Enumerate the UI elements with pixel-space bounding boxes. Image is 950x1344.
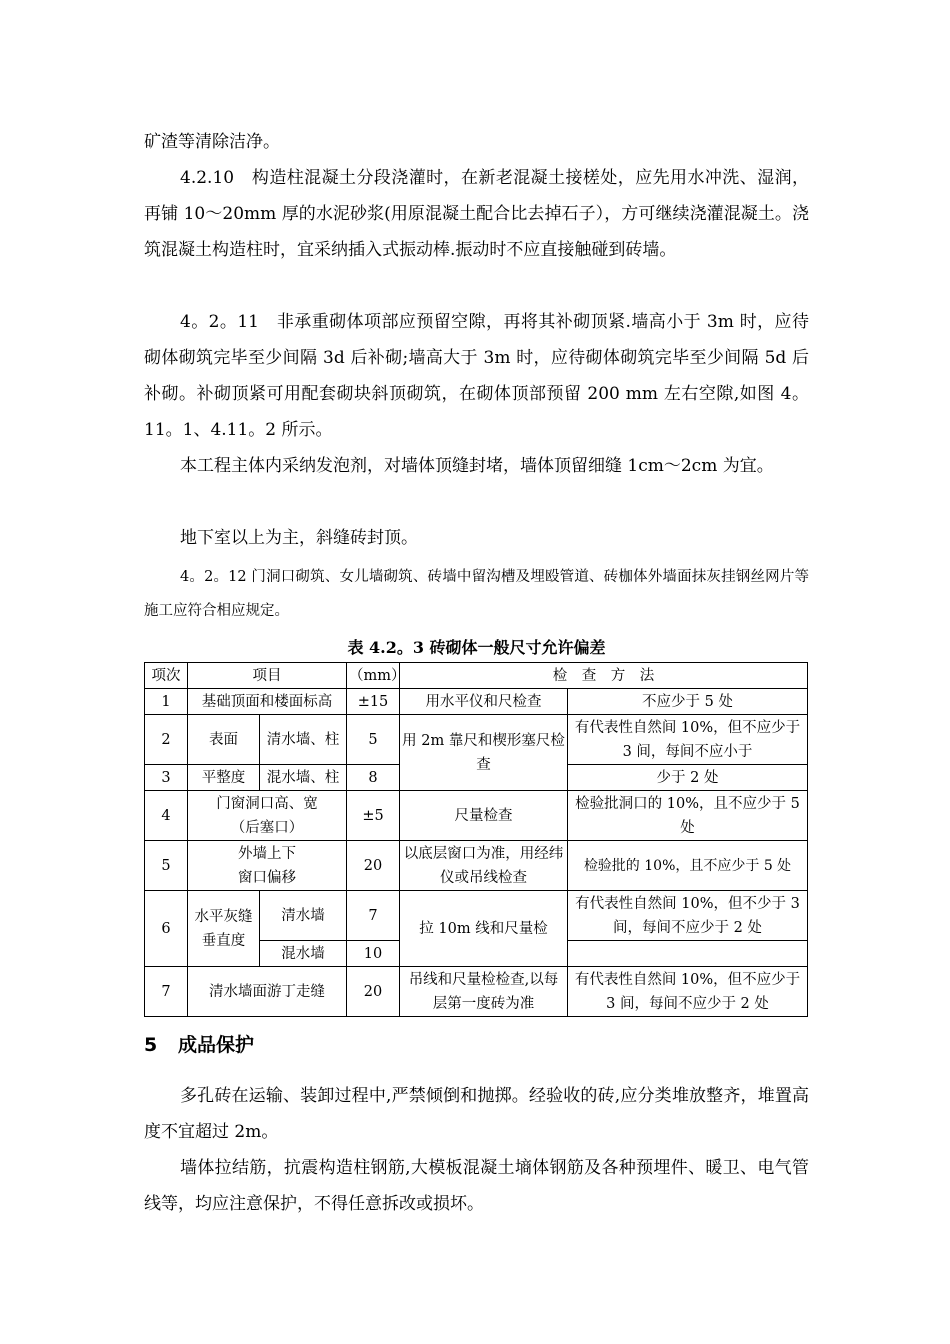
- row-no: 2: [145, 715, 188, 765]
- row-sub: 混水墙、柱: [260, 765, 347, 791]
- row-amount: 检验批洞口的 10%，且不应少于 5 处: [568, 791, 808, 841]
- table-row: [145, 715, 808, 765]
- row-sub: 清水墙: [260, 891, 347, 941]
- row-amount: 有代表性自然间 10%，但不少于 3 间，每间不应少于 2 处: [568, 891, 808, 941]
- row-method: 尺量检查: [400, 791, 568, 841]
- paragraph-4-2-12: 4。2。12 门洞口砌筑、女儿墙砌筑、砖墙中留沟槽及埋殴管道、砖枷体外墙面抹灰挂钢丝网片等施工应符合相应规定。: [144, 569, 809, 619]
- row-group: 平整度: [188, 765, 260, 791]
- header-item: 项目: [188, 663, 347, 689]
- section-number: 5: [144, 1034, 158, 1056]
- row-item-line2: （后塞口）: [230, 819, 304, 836]
- paragraph-brick-transport: 多孔砖在运输、装卸过程中,严禁倾倒和抛掷。经验收的砖,应分类堆放整齐，堆置高度不宜超过 2m。: [144, 1086, 809, 1142]
- row-amount-empty: [568, 941, 808, 967]
- row-no: 6: [145, 891, 188, 967]
- table-row: [145, 967, 808, 1017]
- row-group: 水平灰缝垂直度: [188, 891, 260, 967]
- row-amount: 少于 2 处: [568, 765, 808, 791]
- header-mm: （mm）: [347, 663, 400, 689]
- row-amount: 有代表性自然间 10%，但不应少于 3 间，每间不应小于: [568, 715, 808, 765]
- row-value: 20: [347, 967, 400, 1017]
- header-method: 检 查 方 法: [400, 663, 808, 689]
- row-value: 5: [347, 715, 400, 765]
- header-no: 项次: [145, 663, 188, 689]
- section-heading: [144, 1030, 254, 1060]
- row-item-line1: 外墙上下: [238, 845, 296, 862]
- row-item: 清水墙面游丁走缝: [188, 967, 347, 1017]
- row-item: [188, 791, 347, 841]
- table-row: [145, 891, 808, 941]
- row-item: 基础顶面和楼面标高: [188, 689, 347, 715]
- paragraph-slag-cleaning: 矿渣等清除洁净。: [144, 132, 280, 152]
- table-header-row: [145, 663, 808, 689]
- row-no: 7: [145, 967, 188, 1017]
- paragraph-4-2-10: 4.2.10 构造柱混凝土分段浇灌时，在新老混凝土接槎处，应先用水冲洗、湿润，再铺 10～20mm 厚的水泥砂浆(用原混凝土配合比去掉石子），方可继续浇灌混凝土。浇筑混凝土构造柱时，宜采纳插入式振动棒.振动时不应直接触碰到砖墙。: [144, 168, 809, 260]
- row-no: 4: [145, 791, 188, 841]
- row-no: 1: [145, 689, 188, 715]
- deviation-table: [144, 662, 808, 1017]
- row-item: [188, 841, 347, 891]
- table-row: [145, 689, 808, 715]
- section-title: 成品保护: [178, 1034, 255, 1056]
- paragraph-foam-sealant: 本工程主体内采纳发泡剂，对墙体顶缝封堵，墙体顶留细缝 1cm～2cm 为宜。: [180, 456, 774, 476]
- row-value: 20: [347, 841, 400, 891]
- paragraph-4-2-11: 4。2。11 非承重砌体项部应预留空隙，再将其补砌顶紧.墙高小于 3m 时，应待砌体砌筑完毕至少间隔 3d 后补砌;墙高大于 3m 时，应待砌体砌筑完毕至少间隔 5d 后补砌。补砌顶紧可用配套砌块斜顶砌筑，在砌体顶部预留 200 mm 左右空隙,如图 4。11。1、4.11。2 所示。: [144, 312, 809, 440]
- row-sub: 混水墙: [260, 941, 347, 967]
- row-value: 7: [347, 891, 400, 941]
- row-amount: 检验批的 10%，且不应少于 5 处: [568, 841, 808, 891]
- table-row: [145, 791, 808, 841]
- row-method: 拉 10m 线和尺量检: [400, 891, 568, 967]
- row-method: 用水平仪和尺检查: [400, 689, 568, 715]
- row-method: 以底层窗口为准，用经纬仪或吊线检查: [400, 841, 568, 891]
- row-method: 用 2m 靠尺和楔形塞尺检查: [400, 715, 568, 791]
- row-amount: 有代表性自然间 10%，但不应少于 3 间，每间不应少于 2 处: [568, 967, 808, 1017]
- row-group: 表面: [188, 715, 260, 765]
- row-no: 3: [145, 765, 188, 791]
- paragraph-protection: 墙体拉结筋，抗震构造柱钢筋,大模板混凝土墒体钢筋及各种预埋件、暖卫、电气管线等，均应注意保护，不得任意拆改或损坏。: [144, 1158, 809, 1214]
- row-value: 10: [347, 941, 400, 967]
- row-value: 8: [347, 765, 400, 791]
- row-item-line1: 门窗洞口高、宽: [216, 795, 318, 812]
- row-value: ±5: [347, 791, 400, 841]
- row-value: ±15: [347, 689, 400, 715]
- table-row: [145, 841, 808, 891]
- paragraph-basement: 地下室以上为主，斜缝砖封顶。: [180, 528, 418, 548]
- row-sub: 清水墙、柱: [260, 715, 347, 765]
- table-caption: 表 4.2。3 砖砌体一般尺寸允许偏差: [347, 638, 606, 657]
- row-method: 吊线和尺量检检查,以每层第一度砖为准: [400, 967, 568, 1017]
- row-item-line2: 窗口偏移: [238, 869, 296, 886]
- row-amount: 不应少于 5 处: [568, 689, 808, 715]
- row-no: 5: [145, 841, 188, 891]
